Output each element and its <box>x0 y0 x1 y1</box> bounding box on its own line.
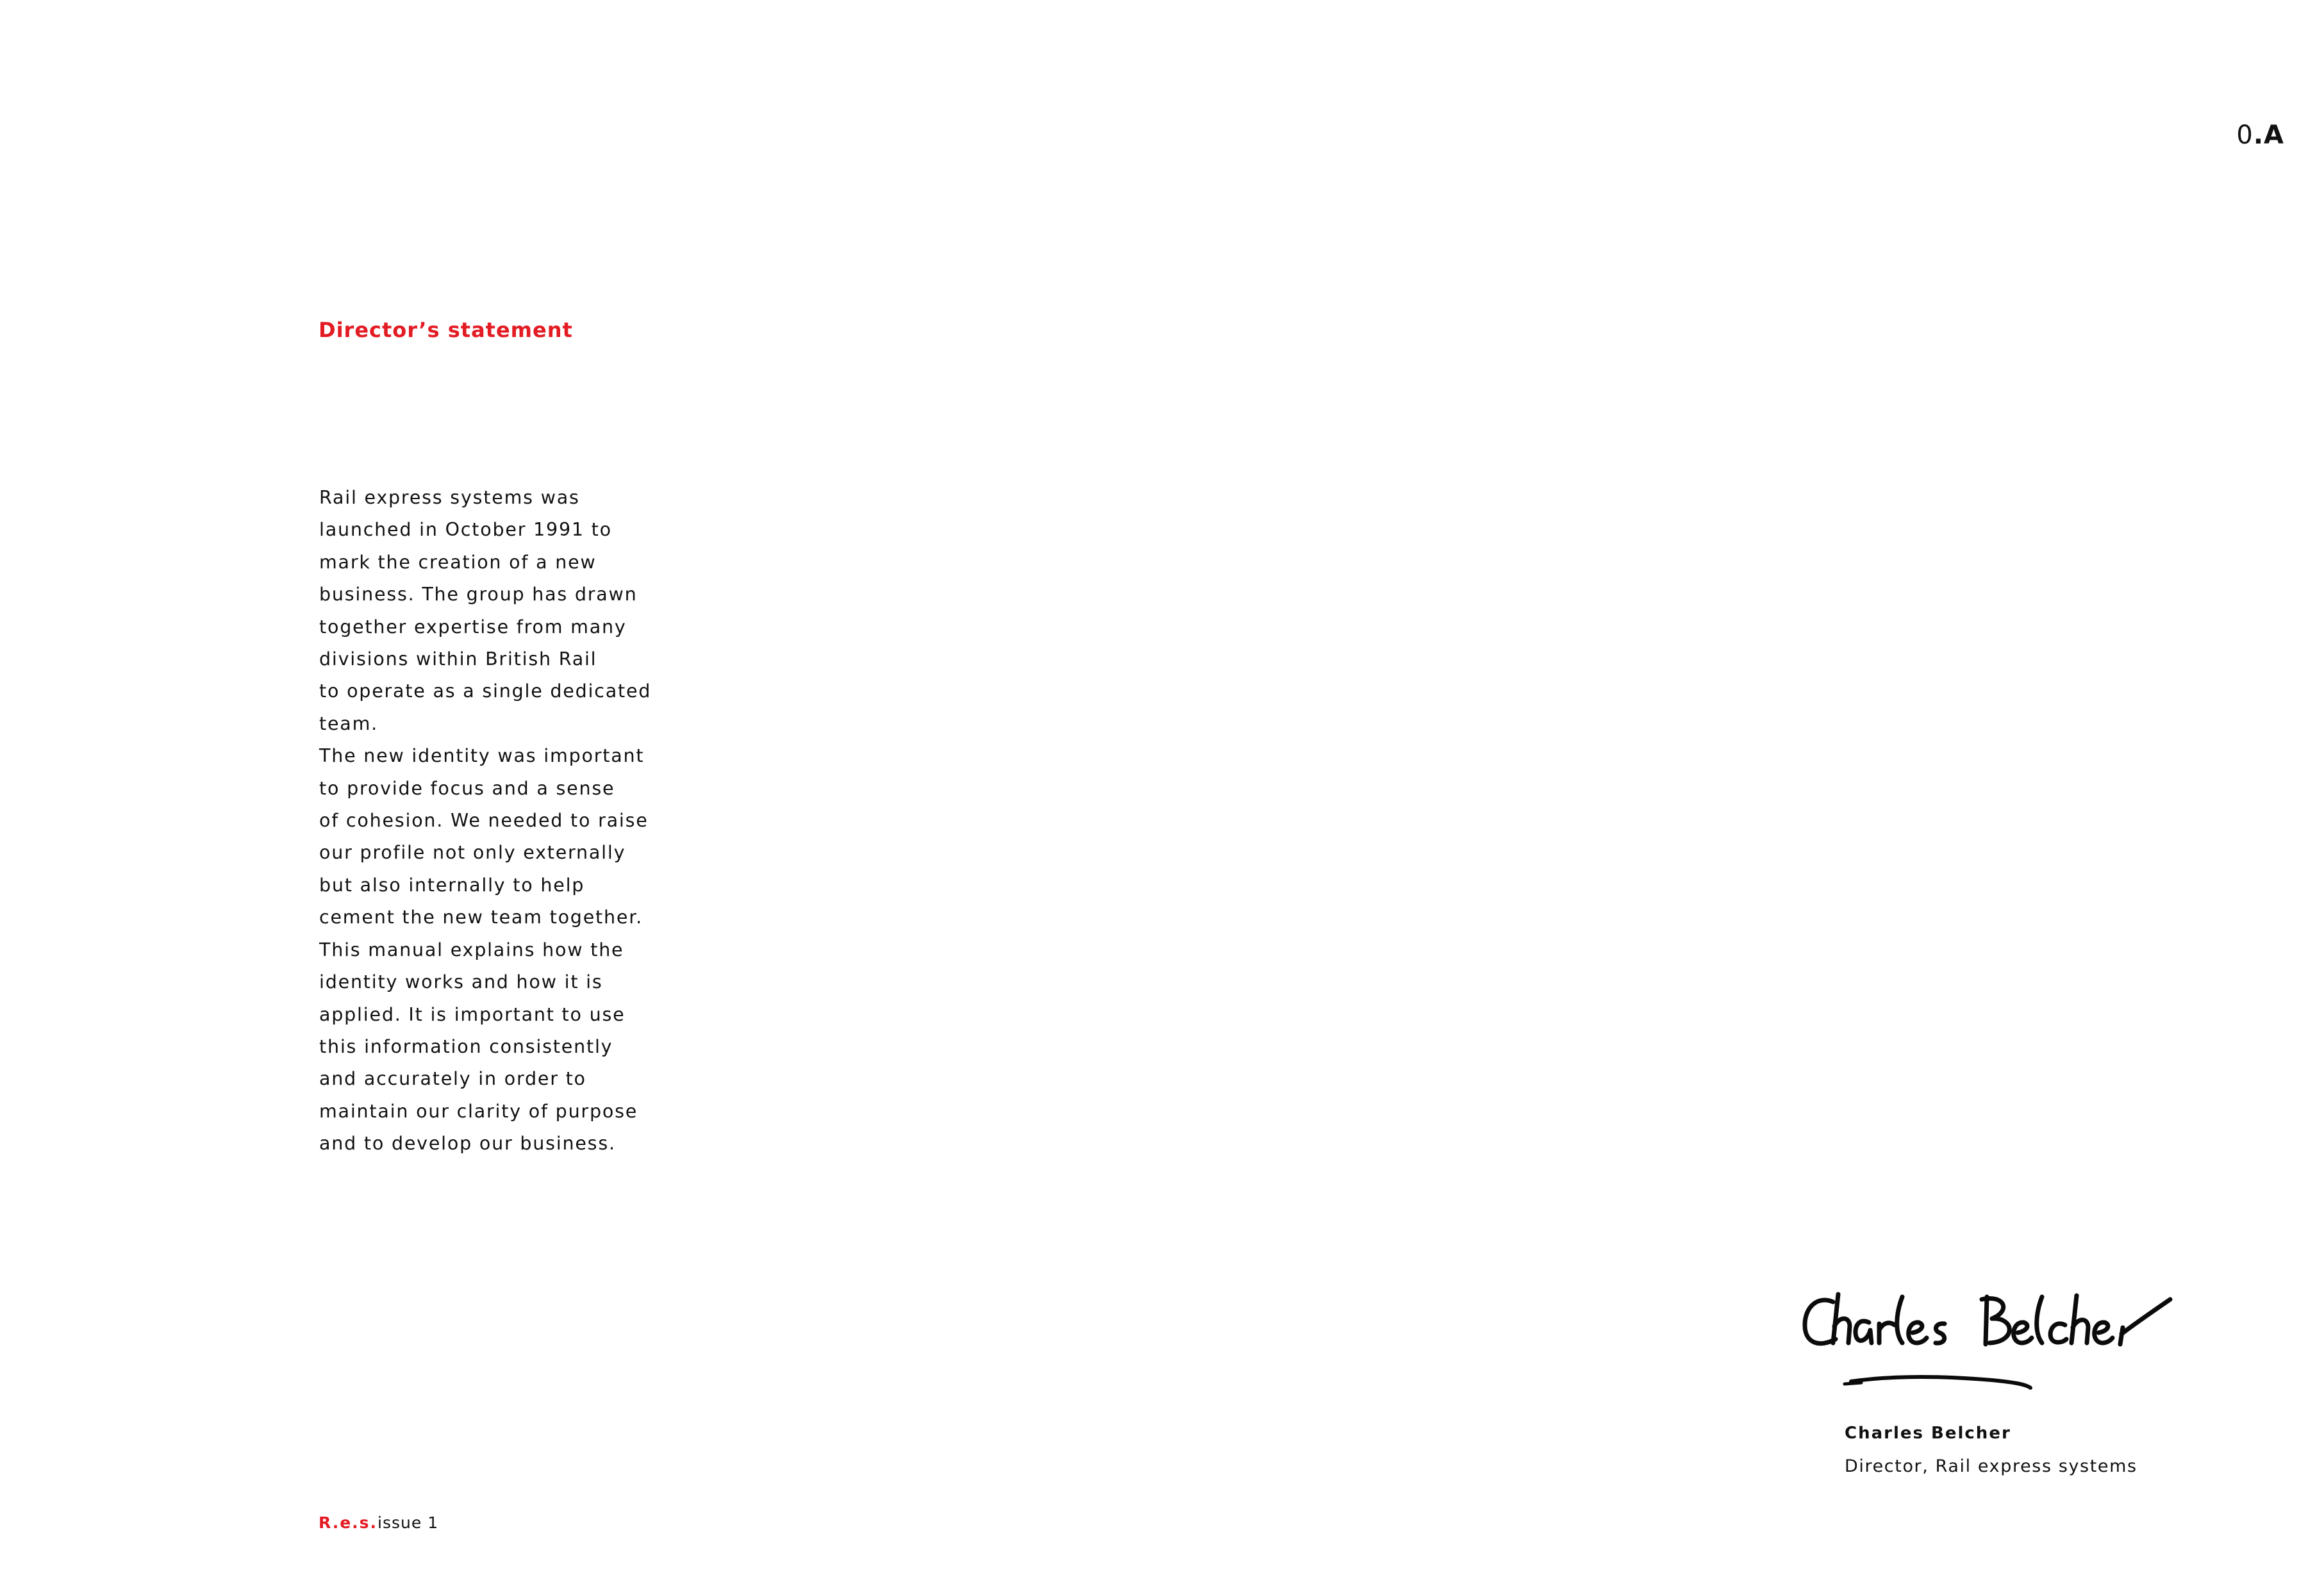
statement-line: and to develop our business. <box>319 1133 616 1155</box>
statement-line: to provide focus and a sense <box>319 777 615 799</box>
statement-line: of cohesion. We needed to raise <box>319 810 649 832</box>
signatory-role: Director, Rail express systems <box>1845 1456 2137 1476</box>
statement-line: our profile not only externally <box>319 842 626 864</box>
statement-line: identity works and how it is <box>319 971 603 993</box>
statement-line: mark the creation of a new <box>319 551 597 573</box>
statement-line: Rail express systems was <box>319 487 580 508</box>
footer-mark <box>319 1513 438 1532</box>
signatory-name: Charles Belcher <box>1845 1424 2011 1443</box>
issue-label: issue 1 <box>378 1513 439 1532</box>
page-number-digit: 0 <box>2236 120 2253 150</box>
statement-line: launched in October 1991 to <box>319 519 612 541</box>
section-title: Director’s statement <box>319 318 573 342</box>
page-number-dot: . <box>2253 120 2264 150</box>
statement-body <box>319 482 678 1160</box>
statement-line: and accurately in order to <box>319 1068 586 1090</box>
page-number-letter: A <box>2264 120 2284 150</box>
signature-image <box>1800 1278 2174 1410</box>
statement-line: business. The group has drawn <box>319 584 638 605</box>
statement-line: applied. It is important to use <box>319 1003 626 1025</box>
statement-line: together expertise from many <box>319 616 627 638</box>
res-logo: R.e.s. <box>319 1513 378 1532</box>
statement-line: This manual explains how the <box>319 939 624 960</box>
statement-line: this information consistently <box>319 1035 613 1057</box>
page-number <box>2236 120 2284 150</box>
statement-line: maintain our clarity of purpose <box>319 1100 638 1122</box>
statement-line: divisions within British Rail <box>319 648 597 670</box>
signature-text: Charles Belcher <box>1800 1278 1881 1290</box>
statement-line: but also internally to help <box>319 874 585 896</box>
statement-line: The new identity was important <box>319 745 645 767</box>
statement-line: cement the new team together. <box>319 907 643 928</box>
statement-line: team. <box>319 712 378 734</box>
statement-line: to operate as a single dedicated <box>319 680 652 702</box>
